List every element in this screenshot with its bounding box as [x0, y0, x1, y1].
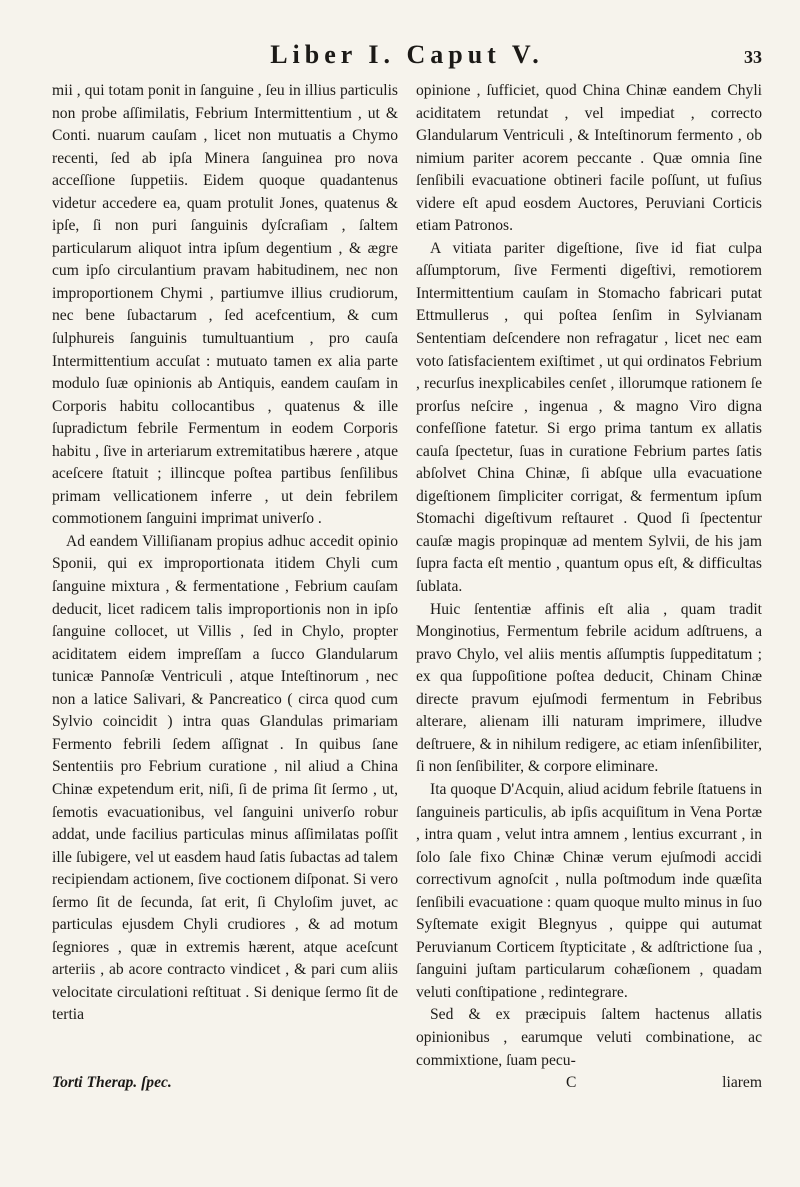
signature-mark: C: [566, 1074, 577, 1092]
right-paragraph-5: Sed & ex præcipuis ſaltem hactenus allatis opinionibus , earumque veluti combinatione, ac commixtione, ſuam pecu-: [416, 1006, 762, 1069]
page-number: 33: [744, 47, 762, 67]
text-columns: [52, 80, 762, 1072]
right-column: [416, 80, 762, 1072]
signature-line: Torti Therap. ſpec.: [52, 1074, 172, 1092]
running-head: [52, 40, 762, 74]
left-column: [52, 80, 398, 1072]
right-paragraph-2: A vitiata pariter digeſtione, ſive id fiat culpa aſſumptorum, ſive Fermenti digeſtivi, remotiorem Intermittentium cauſam in Stomacho fabricari putat Ettmullerus , qui poſtea ſenſim in Sylvianam Sententiam deſcendere non refragatur , licet nec eam voto ſatisfacientem exiſtimet , ut qui ordinatos Febrium , recurſus inexplicabiles cenſet , illorumque rationem ſe prorſus neſcire , ingenua , & magno Viro digna confeſſione fatetur. Si ergo prima tantum ex allatis cauſa ſpectetur, ſuas in curatione Febrium partes ſatis abſolvet China Chinæ, ſi abſque ulla evacuatione digeſtionem ſimpliciter corrigat, & fermentum ipſum Stomachi digeſtivum reſtauret . Quod ſi ſpectentur cauſæ magis propinquæ ad mentem Sylvii, de his jam ſupra facta eſt mentio , quantum opus eſt, & difficultas ſublata.: [416, 239, 762, 596]
page-footer: [52, 1072, 762, 1094]
right-paragraph-3: Huic ſententiæ affinis eſt alia , quam tradit Monginotius, Fermentum febrile acidum adſtruens, a pravo Chylo, vel aliis mentis aſſumptis ſuppeditatum ; ex qua ſuppoſitione poſtea deducit, Chinam Chinæ directe pravum ejuſmodi fermentum in Febribus alterare, alienam illi naturam imprimere, illudve deſtruere, & in nihilum redigere, ac etiam inſenſibiliter, ſi non ſenſibiliter, & corpore eliminare.: [416, 600, 762, 776]
running-title: Liber I. Caput V.: [270, 40, 544, 69]
catchword: liarem: [722, 1074, 762, 1092]
right-paragraph-4: Ita quoque D'Acquin, aliud acidum febrile ſtatuens in ſanguineis particulis, ab ipſis acquiſitum in Vena Portæ , intra quam , velut intra amnem , lentius excurrant , in ſolo ſale fixo Chinæ Chinæ verum ejuſmodi accidi correctivum agnoſcit , nulla poſtmodum inde quæſita ſenſibili evacuatione : quam quoque multo minus in ſuo Syſtemate exigit Blegnyus , quippe qui autumat Peruvianum Corticem ſtypticitate , & adſtrictione ſua , ſanguini juſtam particularum cohæſionem , quadam veluti conſtipatione , redintegrare.: [416, 780, 762, 1001]
left-paragraph-2: Ad eandem Villiſianam propius adhuc accedit opinio Sponii, qui ex improportionata itidem Chyli cum ſanguine mixtura , & fermentatione , Febrium cauſam deducit, licet radicem talis improportionis non in ipſo ſanguine collocet, ut Villis , ſed in Chylo, propter aciditatem eidem impreſſam a ſucco Glandularum tunicæ Pannoſæ Ventriculi , atque Inteſtinorum , nec non a latice Salivari, & Pancreatico ( circa quod cum Sylvio coincidit ) intra quas Glandulas primariam Fermento febrili ſedem aſſignat . In quibus ſane Sententiis pro Febrium curatione , nil aliud a China Chinæ expetendum erit, niſi, ſi de prima ſit ſermo , ut, ſemotis evacuationibus, vel ſanguini univerſo robur addat, unde facilius particulas minus aſſimilatas poſſit ille ſubigere, vel ut easdem haud ſatis ſubactas ad talem recipiendam actionem, ſive coctionem diſponat. Si vero ſermo ſit de ſecunda, ſat erit, ſi Chyloſim juvet, ac particulas ejusdem Chyli crudiores , & ad motum ſegniores , quæ in extremis hærent, atque aceſcunt arteriis , ab acore contracto vindicet , & pari cum aliis velocitate circulationi reſtituat . Si denique ſermo ſit de tertia: [52, 532, 398, 1024]
left-paragraph-1: mii , qui totam ponit in ſanguine , ſeu in illius particulis non probe aſſimilatis, Febrium Intermittentium , ut & Conti. nuarum cauſam , licet non mutuatis a Chymo recenti, ſed ab ipſa Minera ſanguinea pro nova acceſſione ſuppetiis. Eidem quoque quadantenus videtur accedere ea, quam protulit Jones, quatenus & ipſe, ſi non puri ſanguinis dyſcraſiam , ſaltem particularum aliquot intra ipſum degentium , & ægre cum ipſo circulantium pravam habitudinem, nec non improportionem Chymi , partiumve illius crudiorum, nec bene ſubactarum , ſed acefcentium, & cum ſulphureis ſanguinis tumultuantium , pro cauſa Intermittentium accuſat : mutuato tamen ex alia parte modulo ſuæ opinionis ab Antiquis, eandem cauſam in Corporis habitu collocantibus , quatenus & ille ſupradictum febrile Fermentum in eodem Corporis habitu , ſive in arteriarum extremitatibus hærere , atque aceſcere ſtatuit ; illincque poſtea partibus ſenſilibus primam vellicationem inferre , ut dein febrilem commotionem ſanguini imprimat univerſo .: [52, 82, 398, 528]
right-paragraph-1: opinione , ſufficiet, quod China Chinæ eandem Chyli aciditatem retundat , vel impediat , correcto Glandularum Ventriculi , & Inteſtinorum fermento , ob nimium pariter acorem peccante . Quæ omnia ſine ſenſibili evacuatione obtineri facile poſſunt, ut fuſius videre eſt apud eosdem Auctores, Peruviani Corticis etiam Patronos.: [416, 82, 762, 235]
